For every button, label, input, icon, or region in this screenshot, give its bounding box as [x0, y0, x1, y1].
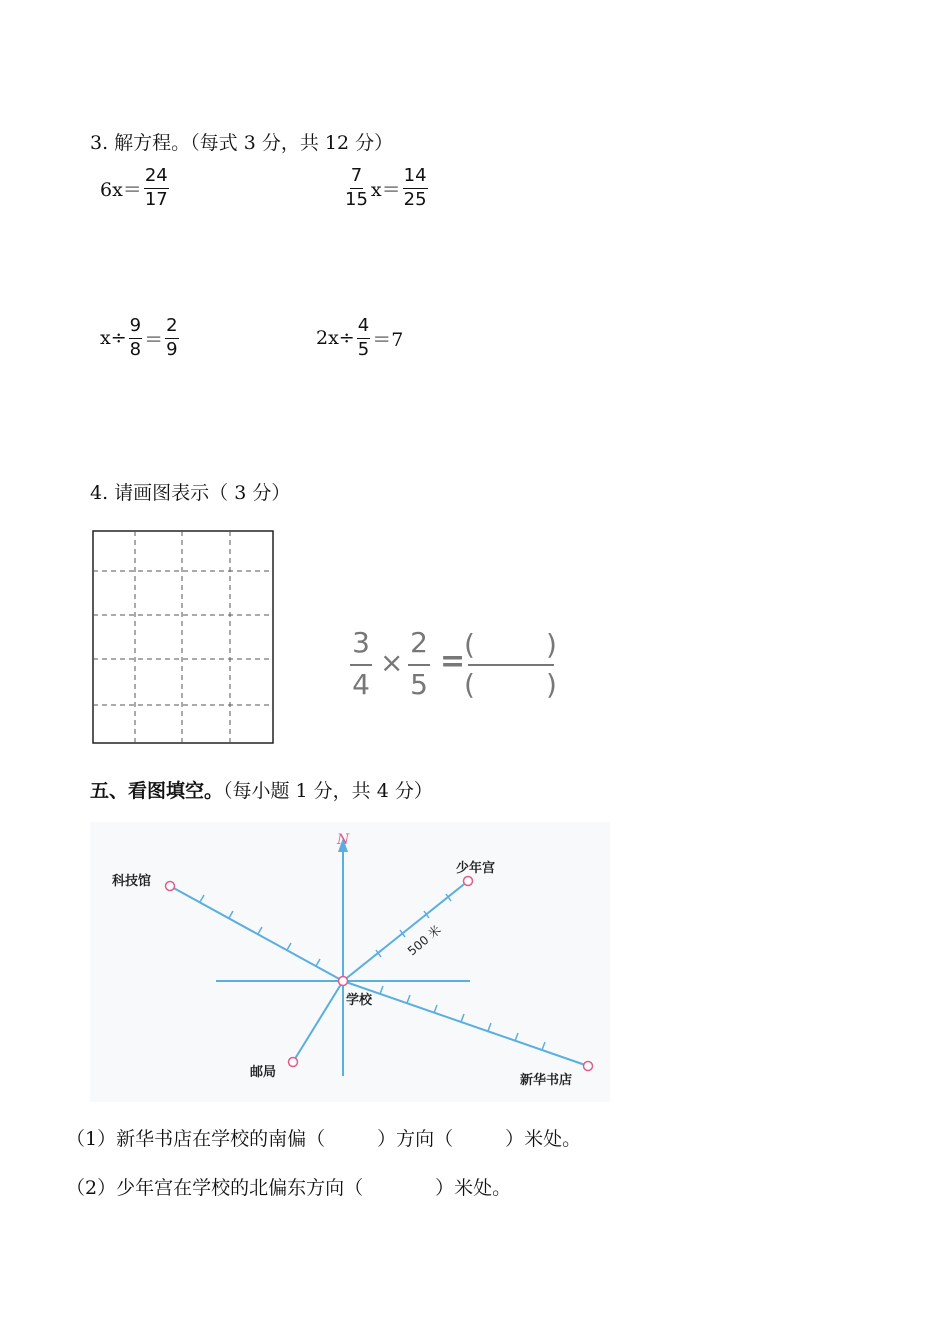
expr-equals: =: [440, 644, 466, 679]
eq2-fraction-2: [403, 166, 428, 210]
eq2-denominator-2: 25: [403, 188, 427, 210]
eq1-fraction: [144, 166, 169, 210]
bookstore-label: 新华书店: [520, 1073, 573, 1088]
drawing-grid: [90, 528, 276, 746]
school-label: 学校: [346, 993, 373, 1008]
eq3-denominator-2: 9: [166, 338, 178, 360]
grid-border: [93, 531, 273, 743]
north-label: N: [337, 832, 350, 848]
multiplication-expression: [348, 626, 568, 706]
section5-heading: 五、看图填空。: [90, 780, 224, 802]
eq3-numerator-2: 2: [165, 316, 178, 339]
expr-den-1: 4: [352, 668, 370, 701]
youth-palace-label: 少年宫: [456, 861, 496, 876]
question-2: [66, 1173, 511, 1200]
q1-text-c: ）米处。: [505, 1128, 582, 1150]
post-office-point: [289, 1058, 298, 1067]
answer-paren-open-bottom: (: [464, 668, 475, 701]
eq3-fraction-2: [165, 316, 178, 360]
eq3-left: x÷: [100, 327, 127, 350]
expr-num-2: 2: [410, 626, 428, 659]
eq1-left: 6x＝: [100, 178, 142, 201]
expr-fraction-bar-2: [408, 664, 430, 666]
grid-dashed-lines: [93, 531, 273, 743]
equation-3: [100, 316, 181, 360]
youth-palace-point: [464, 877, 473, 886]
q2-text-a: （2）少年宫在学校的北偏东方向（: [66, 1177, 364, 1199]
equation-4: [316, 316, 403, 360]
map-background: [90, 822, 610, 1102]
q4-title: 4. 请画图表示（ 3 分）: [90, 482, 291, 504]
eq2-denominator-1: 15: [345, 188, 368, 210]
science-museum-label: 科技馆: [112, 874, 152, 889]
answer-paren-close-bottom: ): [546, 668, 557, 701]
answer-paren-open-top: (: [464, 628, 475, 661]
q1-text-b: ）方向（: [377, 1128, 454, 1150]
science-museum-point: [166, 882, 175, 891]
eq4-fraction: [357, 316, 370, 360]
equation-1: [100, 166, 171, 210]
equation-2: [342, 166, 430, 210]
section5-note: （每小题 1 分，共 4 分）: [223, 780, 433, 802]
direction-map: [90, 822, 610, 1102]
answer-fraction-bar: [468, 664, 554, 666]
school-point: [339, 977, 348, 986]
eq2-mid: x＝: [370, 178, 401, 201]
answer-paren-close-top: ): [546, 628, 557, 661]
eq2-numerator-2: 14: [403, 166, 428, 189]
eq4-numerator: 4: [357, 316, 370, 339]
question-1: [66, 1124, 581, 1151]
expr-num-1: 3: [352, 626, 370, 659]
eq4-denominator: 5: [357, 338, 370, 360]
distance-label: 500 米: [404, 922, 444, 959]
eq4-left: 2x÷: [316, 327, 355, 350]
expr-fraction-bar-1: [350, 664, 372, 666]
bookstore-point: [584, 1062, 593, 1071]
eq3-numerator-1: 9: [129, 316, 142, 339]
eq2-numerator-1: 7: [350, 166, 363, 189]
expr-times: ×: [380, 646, 404, 679]
q1-text-a: （1）新华书店在学校的南偏（: [66, 1128, 326, 1150]
post-office-label: 邮局: [250, 1065, 277, 1080]
eq3-denominator-1: 8: [129, 338, 142, 360]
q2-text-b: ）米处。: [435, 1177, 512, 1199]
eq3-mid: ＝: [144, 328, 164, 351]
expr-den-2: 5: [410, 668, 428, 701]
eq2-fraction-1: [344, 166, 369, 210]
eq1-numerator: 24: [144, 166, 169, 189]
eq1-denominator: 17: [144, 188, 168, 210]
eq3-fraction-1: [129, 316, 142, 360]
eq4-right: ＝7: [372, 328, 404, 351]
q3-title: 3. 解方程。（每式 3 分，共 12 分）: [90, 132, 394, 154]
section5-title: [90, 776, 433, 803]
